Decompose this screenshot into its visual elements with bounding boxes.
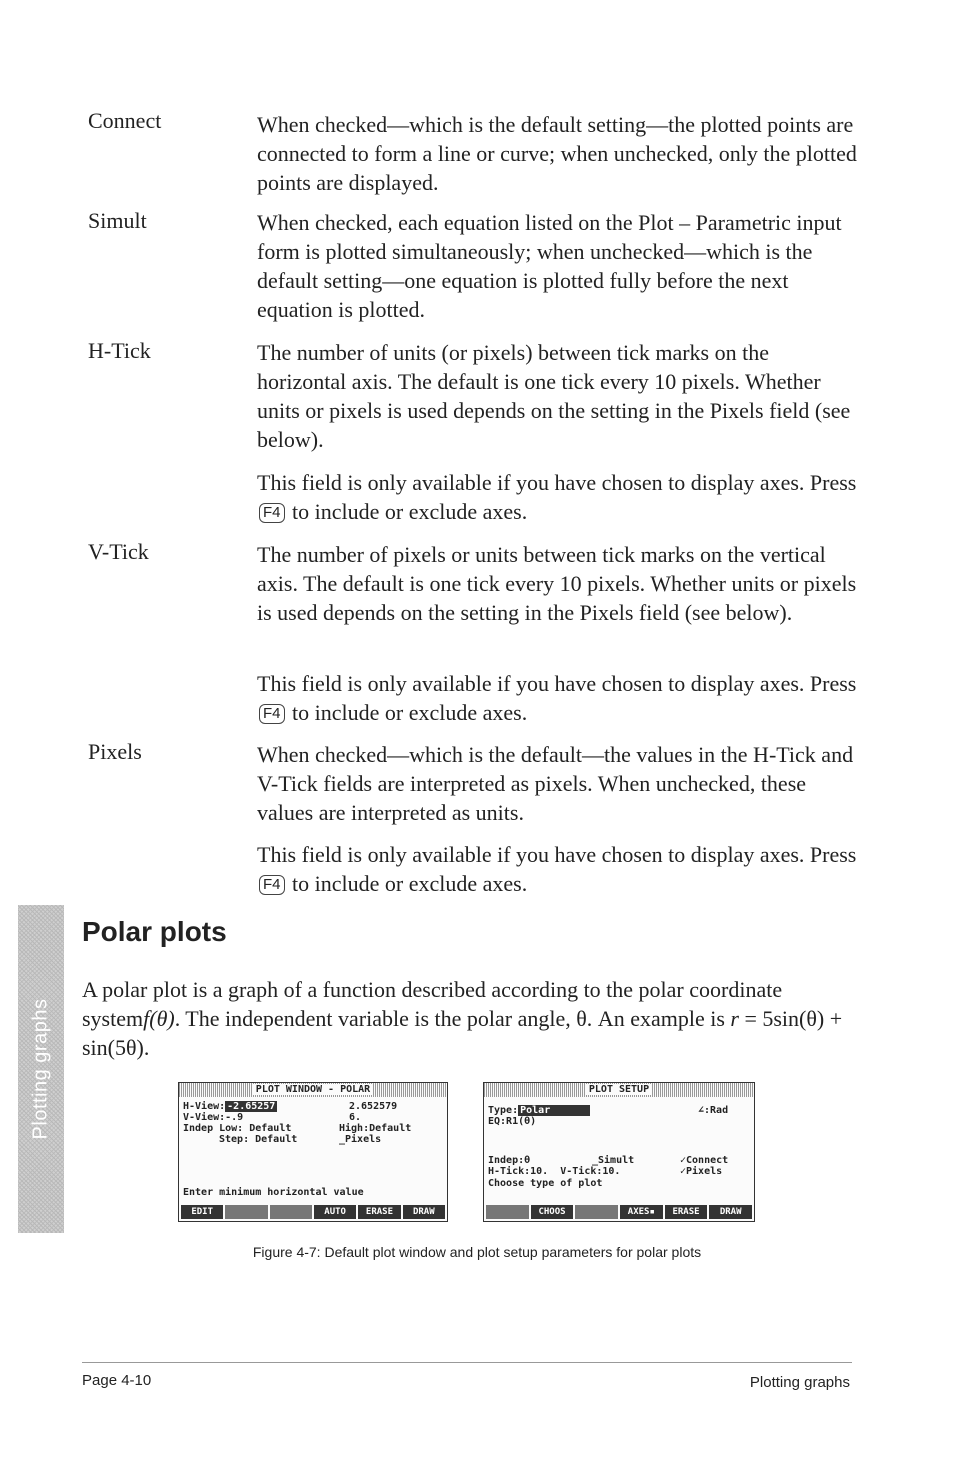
eq-field[interactable]: EQ:R1(θ) <box>488 1116 537 1127</box>
softkey-bar <box>181 1205 445 1219</box>
note-text: This field is only available if you have chosen to display axes. Press <box>257 671 857 696</box>
softkey-blank <box>486 1205 529 1219</box>
softkey-erase[interactable]: ERASE <box>665 1205 708 1219</box>
screen-title-bar <box>179 1083 447 1097</box>
note-pixels <box>257 840 857 898</box>
pixels-checkbox[interactable]: ✓Pixels <box>680 1166 723 1177</box>
f4-key-icon: F4 <box>259 875 285 895</box>
desc-connect: When checked—which is the default setting—the plotted points are connected to form a line or curve; when unchecked, only the plotted points are displayed. <box>257 112 857 195</box>
softkey-erase[interactable]: ERASE <box>358 1205 400 1219</box>
softkey-draw[interactable]: DRAW <box>403 1205 445 1219</box>
term-pixels: Pixels <box>88 739 142 764</box>
type-field[interactable]: Polar <box>518 1105 590 1116</box>
softkey-edit[interactable]: EDIT <box>181 1205 223 1219</box>
plot-setup-screen <box>483 1082 755 1222</box>
softkey-bar <box>486 1205 752 1219</box>
softkey-axes[interactable]: AXES▪ <box>620 1205 663 1219</box>
intro-text: A polar plot is a graph of a function described according to the polar coordinate system <box>82 977 783 1031</box>
softkey-auto[interactable]: AUTO <box>314 1205 356 1219</box>
type-label: Type: <box>488 1105 519 1116</box>
term-h-tick: H-Tick <box>88 338 151 363</box>
hview-line <box>183 1101 277 1112</box>
vview-max-field[interactable]: 6. <box>349 1112 362 1123</box>
indep-field[interactable]: Indep:θ <box>488 1155 531 1166</box>
note-text: to include or exclude axes. <box>292 499 528 524</box>
hview-label: H-View: <box>183 1101 226 1112</box>
note-v-tick <box>257 669 857 727</box>
tick-fields[interactable]: H-Tick:10. V-Tick:10. <box>488 1166 621 1177</box>
softkey-blank <box>270 1205 312 1219</box>
f4-key-icon: F4 <box>259 503 285 523</box>
note-text: to include or exclude axes. <box>292 871 528 896</box>
type-line <box>488 1105 590 1116</box>
hview-max-field[interactable]: 2.652579 <box>349 1101 398 1112</box>
f4-key-icon: F4 <box>259 704 285 724</box>
section-heading: Polar plots <box>82 916 227 947</box>
connect-checkbox[interactable]: ✓Connect <box>680 1155 729 1166</box>
chapter-side-tab <box>18 905 64 1233</box>
hview-field[interactable]: -2.65257 <box>227 1101 276 1112</box>
screen-prompt: Choose type of plot <box>488 1178 603 1189</box>
side-tab-label: Plotting graphs <box>29 998 52 1140</box>
note-text: This field is only available if you have chosen to display axes. Press <box>257 470 857 495</box>
simult-checkbox[interactable]: _Simult <box>592 1155 635 1166</box>
softkey-choos[interactable]: CHOOS <box>531 1205 574 1219</box>
desc-simult: When checked, each equation listed on the Plot – Parametric input form is plotted simultaneously; when unchecked—which is the default setting—one equation is plotted fully before the next equation is plotted. <box>257 210 842 322</box>
page-number: Page 4-10 <box>82 1372 152 1389</box>
footer-chapter: Plotting graphs <box>749 1374 850 1391</box>
footer-rule <box>82 1362 852 1363</box>
desc-pixels: When checked—which is the default—the values in the H-Tick and V-Tick fields are interpreted as pixels. When unchecked, these values are interpreted as units. <box>257 742 854 825</box>
desc-h-tick: The number of units (or pixels) between tick marks on the horizontal axis. The default is one tick every 10 pixels. Whether units or pixels is used depends on the setting in the Pixels field (see below). <box>257 340 851 452</box>
softkey-blank <box>575 1205 618 1219</box>
softkey-blank <box>225 1205 267 1219</box>
note-h-tick <box>257 468 857 526</box>
note-text: This field is only available if you have chosen to display axes. Press <box>257 842 857 867</box>
intro-text: = 5sin(θ) + sin(5θ). <box>82 1006 843 1060</box>
term-v-tick: V-Tick <box>88 539 149 564</box>
intro-paragraph <box>82 975 862 1062</box>
desc-v-tick: The number of pixels or units between tick marks on the vertical axis. The default is one tick every 10 pixels. Whether units or pixels is used depends on the setting in the Pixels field (see below). <box>257 542 857 625</box>
indep-low-field[interactable]: Indep Low: Default <box>183 1123 292 1134</box>
vview-field[interactable]: V-View:-.9 <box>183 1112 244 1123</box>
intro-var: r <box>730 1006 739 1031</box>
pixels-checkbox[interactable]: _Pixels <box>339 1134 382 1145</box>
intro-text: . The independent variable is the polar angle, θ. An example is <box>174 1006 731 1031</box>
intro-func: f(θ) <box>143 1006 175 1031</box>
screen-title: PLOT SETUP <box>586 1084 652 1095</box>
screen-title: PLOT WINDOW - POLAR <box>253 1084 373 1095</box>
indep-high-field[interactable]: High:Default <box>339 1123 412 1134</box>
screen-title-bar <box>484 1083 754 1097</box>
screen-prompt: Enter minimum horizontal value <box>183 1187 364 1198</box>
figure-caption: Figure 4-7: Default plot window and plot setup parameters for polar plots <box>252 1244 702 1260</box>
term-connect: Connect <box>88 108 162 133</box>
term-simult: Simult <box>88 208 147 233</box>
angle-field[interactable]: ∠:Rad <box>698 1105 729 1116</box>
note-text: to include or exclude axes. <box>292 700 528 725</box>
plot-window-screen <box>178 1082 448 1222</box>
softkey-draw[interactable]: DRAW <box>709 1205 752 1219</box>
step-field[interactable]: Step: Default <box>219 1134 298 1145</box>
